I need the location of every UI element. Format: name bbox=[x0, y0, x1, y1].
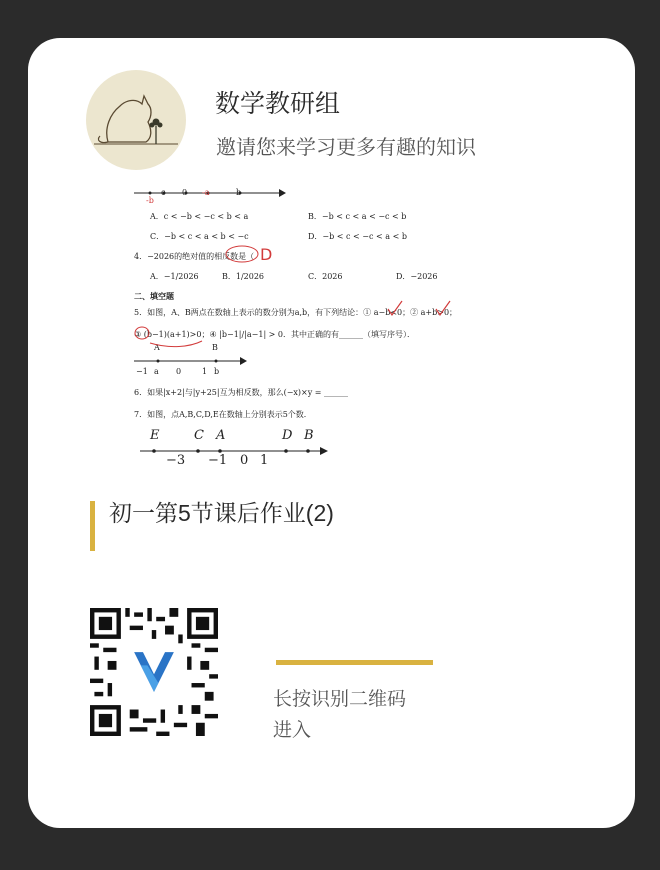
section2-title: 二、填空题 bbox=[134, 291, 174, 301]
q5-tick-zero: 0 bbox=[176, 367, 182, 376]
cat-sketch-icon bbox=[86, 70, 186, 170]
worksheet-preview bbox=[130, 181, 550, 481]
q5-point-a: A bbox=[154, 343, 160, 352]
q4-option-c: C．2026 bbox=[308, 272, 343, 281]
nl-label-zero: 0 bbox=[182, 188, 188, 197]
q3-option-c: C．−b < c < a < b < −c bbox=[150, 232, 249, 241]
number-line-q5 bbox=[134, 351, 254, 371]
q7-text: 7．如图，点A,B,C,D,E在数轴上分别表示5个数． bbox=[134, 410, 312, 419]
q4-answer-mark: D bbox=[260, 245, 273, 264]
avatar bbox=[86, 70, 186, 170]
nl-label-neg-b: -b bbox=[146, 196, 154, 205]
q6-text: 6．如果|x+2|与|y+25|互为相反数，那么(−x)×y = ______ bbox=[134, 388, 349, 397]
q5-tick-b: b bbox=[214, 367, 220, 376]
q5-tick-one: 1 bbox=[202, 367, 208, 376]
qr-hint-line1: 长按识别二维码 bbox=[273, 688, 407, 710]
qr-hint-line2: 进入 bbox=[273, 719, 312, 741]
q5-line1: 5．如图，A、B两点在数轴上表示的数分别为a,b，有下列结论：① a−b<0；② a+b>0； bbox=[134, 308, 458, 317]
q5-point-b: B bbox=[212, 343, 218, 352]
lesson-title: 初一第5节课后作业(2) bbox=[109, 500, 334, 526]
q7-tick-one: 1 bbox=[260, 453, 269, 468]
q5-tick-a: a bbox=[154, 367, 159, 376]
q7-tick-neg3: −3 bbox=[166, 453, 186, 468]
invite-card bbox=[28, 38, 635, 828]
q7-point-a: A bbox=[216, 428, 226, 443]
q3-option-d: D．−b < c < −c < a < b bbox=[308, 232, 407, 241]
nl-label-neg-a: -a bbox=[202, 188, 210, 197]
q7-tick-zero: 0 bbox=[240, 453, 249, 468]
q5-tick-neg1: −1 bbox=[136, 367, 148, 376]
q4-option-b: B．1/2026 bbox=[222, 272, 265, 281]
nl-label-c: c bbox=[161, 188, 166, 197]
qr-code-icon[interactable] bbox=[90, 608, 218, 736]
q3-option-b: B．−b < c < a < −c < b bbox=[308, 212, 407, 221]
q4-option-d: D．−2026 bbox=[396, 272, 438, 281]
q7-point-e: E bbox=[150, 428, 160, 443]
number-line-top bbox=[134, 183, 294, 203]
q7-tick-neg1: −1 bbox=[208, 453, 228, 468]
q3-option-a: A．c < −b < −c < b < a bbox=[150, 212, 249, 221]
q7-point-d: D bbox=[282, 428, 293, 443]
q4-text: 4．−2026的绝对值的相反数是（ bbox=[134, 252, 255, 261]
page-subtitle: 邀请您来学习更多有趣的知识 bbox=[216, 135, 476, 159]
q4-option-a: A．−1/2026 bbox=[150, 272, 199, 281]
nl-label-b: b bbox=[236, 188, 242, 197]
page-title: 数学教研组 bbox=[215, 89, 341, 118]
q7-point-b: B bbox=[304, 428, 314, 443]
q7-point-c: C bbox=[194, 428, 204, 443]
q5-line2: ③ (b−1)(a+1)>0；④ |b−1|/|a−1| > 0．其中正确的有______（填写序号）． bbox=[134, 330, 416, 339]
section-accent-bar bbox=[90, 501, 95, 551]
hint-divider bbox=[276, 660, 433, 665]
